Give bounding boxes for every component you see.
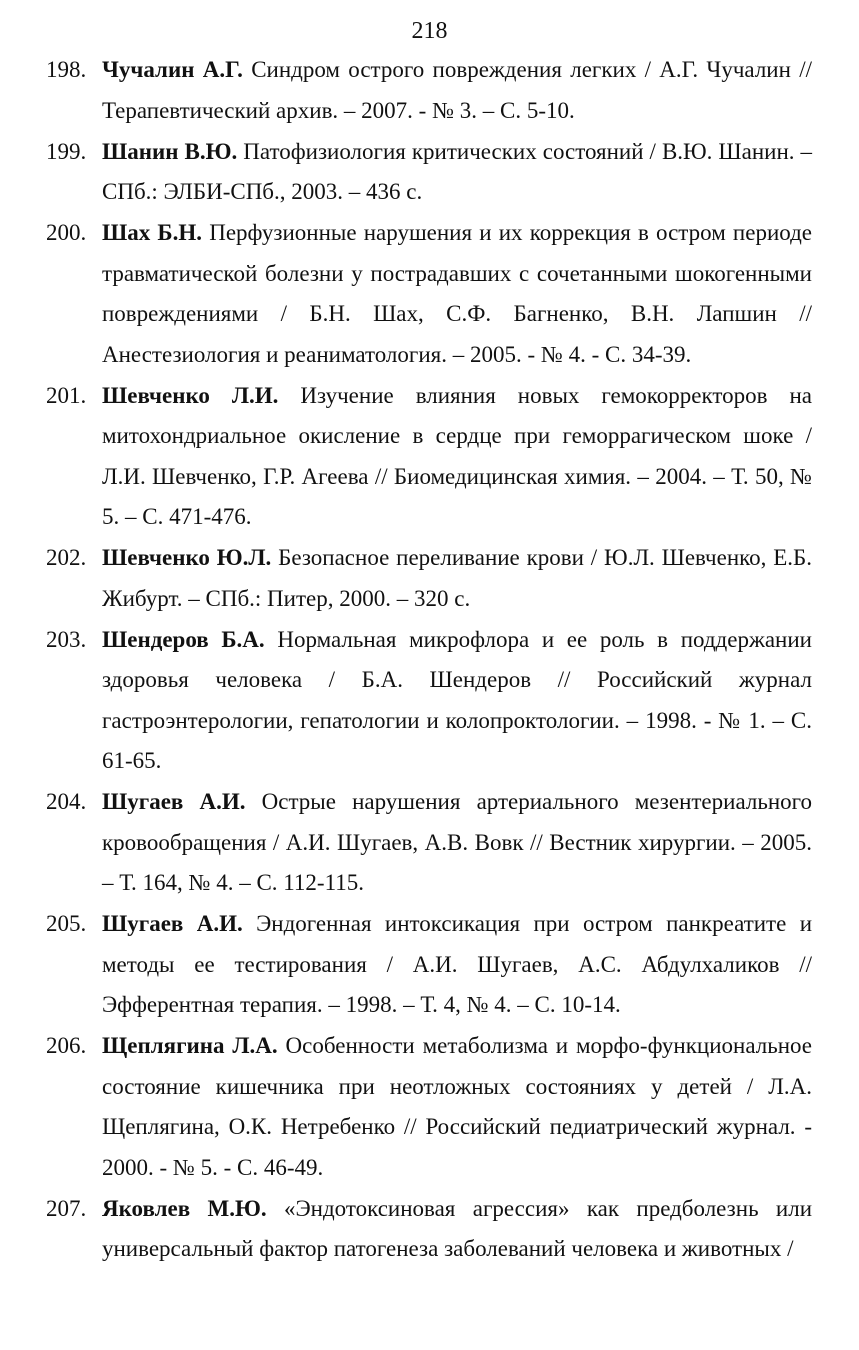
reference-number: 200. (46, 220, 87, 245)
reference-number: 203. (46, 626, 87, 652)
reference-text: Безопасное переливание крови / Ю.Л. Шевченко, Е.Б. Жибурт. – СПб.: Питер, 2000. – 320 с. (102, 545, 812, 611)
reference-author: Шугаев А.И. (102, 789, 246, 814)
reference-text: Патофизиология критических состояний / В.Ю. Шанин. – СПб.: ЭЛБИ-СПб., 2003. – 436 с. (102, 138, 813, 204)
reference-author: Яковлев М.Ю. (102, 1195, 267, 1221)
reference-author: Шугаев А.И. (102, 911, 243, 936)
reference-number: 206. (46, 1033, 87, 1058)
reference-item (46, 538, 812, 619)
reference-item (46, 1026, 812, 1188)
reference-author: Шевченко Ю.Л. (102, 545, 272, 570)
reference-item (46, 782, 812, 904)
reference-item (46, 904, 812, 1026)
reference-author: Шах Б.Н. (102, 220, 203, 245)
reference-list (46, 50, 812, 1270)
reference-number: 202. (46, 545, 87, 570)
reference-item (46, 1189, 812, 1270)
page-number: 218 (411, 18, 448, 44)
reference-item (46, 132, 812, 213)
reference-number: 199. (46, 138, 87, 164)
reference-number: 205. (46, 911, 87, 936)
reference-item (46, 50, 812, 131)
reference-item (46, 620, 812, 782)
reference-author: Чучалин А.Г. (102, 57, 243, 82)
reference-author: Шевченко Л.И. (102, 382, 279, 408)
reference-number: 204. (46, 789, 87, 814)
reference-number: 201. (46, 382, 87, 408)
reference-author: Щеплягина Л.А. (102, 1033, 278, 1058)
reference-item (46, 376, 812, 538)
reference-text: Нормальная микрофлора и ее роль в поддержании здоровья человека / Б.А. Шендеров // Российский журнал гастроэнтерологии, гепатологии и колопроктологии. – 1998. - № 1. – С. 61-65. (102, 626, 812, 773)
reference-text: Особенности метаболизма и морфо-функциональное состояние кишечника при неотложных состояниях у детей / Л.А. Щеплягина, О.К. Нетребенко // Российский педиатрический журнал. - 2000. - № 5. - С. 46-49. (102, 1033, 812, 1180)
reference-number: 198. (46, 57, 87, 82)
reference-text: «Эндотоксиновая агрессия» как предболезнь или универсальный фактор патогенеза заболеваний человека и животных / (102, 1195, 813, 1261)
reference-text: Перфузионные нарушения и их коррекция в остром периоде травматической болезни у пострадавших с сочетанными шокогенными повреждениями / Б.Н. Шах, С.Ф. Багненко, В.Н. Лапшин // Анестезиология и реаниматология. – 2005. - № 4. - С. 34-39. (102, 220, 813, 367)
reference-author: Шендеров Б.А. (102, 626, 265, 652)
reference-text: Изучение влияния новых гемокорректоров на митохондриальное окисление в сердце при геморрагическом шоке / Л.И. Шевченко, Г.Р. Агеева // Биомедицинская химия. – 2004. – Т. 50, № 5. – С. 471-476. (102, 382, 812, 529)
reference-item (46, 213, 812, 375)
reference-text: Синдром острого повреждения легких / А.Г. Чучалин // Терапевтический архив. – 2007. - № 3. – С. 5-10. (102, 57, 813, 123)
reference-number: 207. (46, 1195, 87, 1221)
reference-text: Острые нарушения артериального мезентериального кровообращения / А.И. Шугаев, А.В. Вовк // Вестник хирургии. – 2005. – Т. 164, № 4. – С. 112-115. (102, 789, 812, 895)
reference-text: Эндогенная интоксикация при остром панкреатите и методы ее тестирования / А.И. Шугаев, А.С. Абдулхаликов // Эфферентная терапия. – 1998. – Т. 4, № 4. – С. 10-14. (102, 911, 812, 1017)
reference-author: Шанин В.Ю. (102, 138, 238, 164)
